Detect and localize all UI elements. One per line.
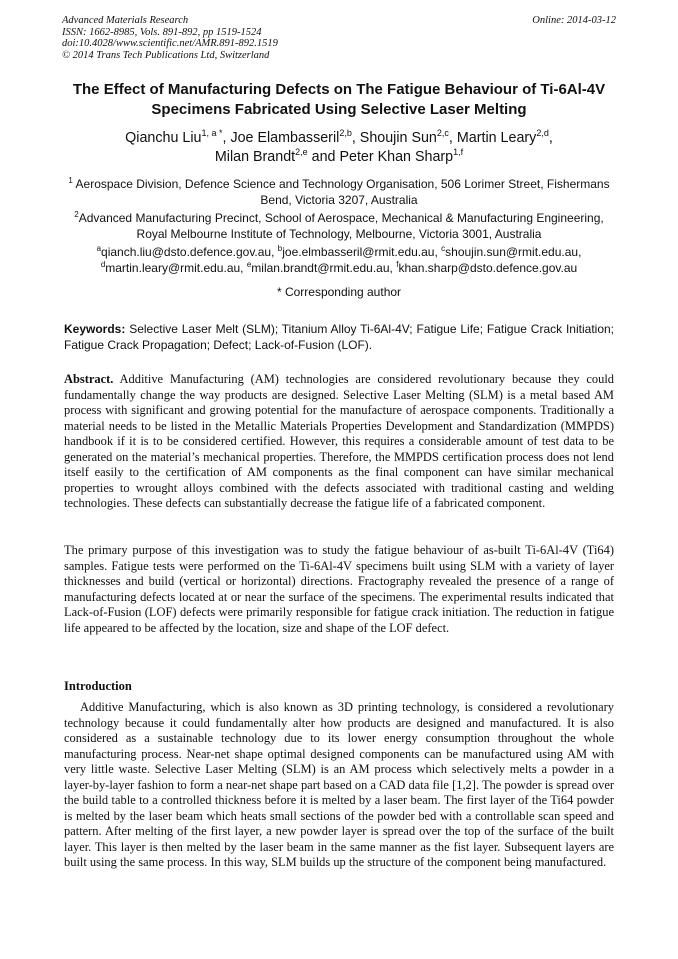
email-link[interactable]: milan.brandt@rmit.edu.au, — [251, 260, 397, 275]
author-separator: and — [307, 149, 340, 165]
abstract-label: Abstract. — [64, 372, 114, 386]
paper-title: The Effect of Manufacturing Defects on The Fatigue Behaviour of Ti-6Al-4V Specimens Fabricated Using Selective Laser Melting — [72, 81, 606, 118]
author-name: Peter Khan Sharp — [339, 149, 454, 165]
online-date: Online: 2014-03-12 — [532, 15, 616, 26]
abstract-text: Additive Manufacturing (AM) technologies are considered revolutionary because they could fundamentally change the way products are designed. Selective Laser Melting (SLM) is a metal based AM process with significant and growing potential for the manufacture of aerospace components. Traditionally a material needs to be listed in the Metallic Materials Properties Development and Standardization (MMPDS) handbook if it is to be considered certified. However, this requires a considerable amount of test data to be generated on the material’s mechanical properties. Therefore, the MMPDS certification process does not lend itself easily to the certification of AM components as the final component can have similar mechanical properties to wrought alloys combined with the defects associated with traditional casting and welding technologies. These defects can substantially decrease the fatigue life of a fabricated component. — [64, 372, 614, 510]
journal-name: Advanced Materials Research — [62, 15, 189, 26]
author-superscript: 2,b — [339, 128, 352, 138]
purpose-paragraph: The primary purpose of this investigation was to study the fatigue behaviour of as-built Ti-6Al-4V (Ti64) samples. Fatigue tests were performed on the Ti-6Al-4V specimens built using SLM with a variety of layer thicknesses and build (vertical or horizontal) directions. Fractography revealed the presence of a range of manufacturing defects located at or near the surface of the specimens. The experimental results indicated that Lack-of-Fusion (LOF) defects were primarily responsible for fatigue crack initiation. The reduction in fatigue life appeared to be affected by the location, size and shape of the LOF defect. — [64, 543, 614, 635]
author-list — [50, 129, 628, 167]
introduction-paragraph: Additive Manufacturing, which is also known as 3D printing technology, is considered a revolutionary technology because it could fundamentally alter how products are designed and manufactured. It is also considered as a sustainable technology due to its lower energy consumption throughout the whole manufacturing process. Near-net shape optimal designed components can be manufactured using AM with very little waste. Selective Laser Melting (SLM) is an AM process which selectively melts a powder in a layer-by-layer fashion to form a near-net shape part based on a CAD data file [1,2]. The powder is spread over the build table to a controlled thickness before it is melted by a laser beam. The first layer of the Ti64 powder is melted by the laser beam which heats small sections of the powder bed with a controllable scan speed and pattern. After melting of the first layer, a new powder layer is spread over the top of the surface of the built layer. This layer is then melted by the laser beam in the same manner as the fist layer. Subsequent layers are built using the same process. In this way, SLM builds up the structure of the component being manufactured. — [64, 700, 614, 869]
email-link[interactable]: joe.elmbasseril@rmit.edu.au, — [282, 245, 442, 259]
affiliation-text: Aerospace Division, Defence Science and Technology Organisation, 506 Lorimer Street, Fishermans Bend, Victoria 3207, Australia — [72, 177, 610, 207]
author-superscript: 2,c — [436, 128, 449, 138]
doi-line: doi:10.4028/www.scientific.net/AMR.891-892.1519 — [62, 38, 278, 49]
author-superscript: 1,f — [453, 147, 464, 157]
email-superscript: e — [246, 259, 252, 269]
affiliation-superscript: 1 — [68, 176, 73, 185]
author-superscript: 2,d — [536, 128, 549, 138]
author-separator: , — [548, 130, 553, 146]
email-link[interactable]: khan.sharp@dsto.defence.gov.au — [398, 260, 578, 275]
author-superscript: 2,e — [295, 147, 308, 157]
journal-header — [62, 15, 616, 61]
author-emails — [55, 245, 623, 276]
email-superscript: b — [277, 244, 283, 253]
author-name: Qianchu Liu — [125, 130, 202, 146]
email-superscript: a — [96, 244, 102, 253]
email-link[interactable]: martin.leary@rmit.edu.au, — [105, 260, 247, 275]
affiliation-2 — [60, 211, 618, 242]
author-name: Joe Elambasseril — [230, 130, 340, 146]
author-name: Milan Brandt — [214, 149, 296, 165]
copyright-line: © 2014 Trans Tech Publications Ltd, Switzerland — [62, 49, 270, 61]
corresponding-author-note: * Corresponding author — [276, 285, 402, 299]
affiliation-1 — [60, 177, 618, 208]
author-separator: , — [222, 130, 231, 146]
affiliation-superscript: 2 — [74, 210, 79, 219]
author-separator: , — [448, 130, 457, 146]
author-separator: , — [351, 130, 360, 146]
author-name: Shoujin Sun — [359, 130, 437, 146]
keywords-block — [64, 321, 614, 353]
email-superscript: c — [441, 244, 446, 253]
author-superscript: 1, a * — [201, 128, 223, 138]
keywords-label: Keywords: — [64, 322, 126, 336]
introduction-heading: Introduction — [64, 679, 132, 693]
email-link[interactable]: shoujin.sun@rmit.edu.au, — [445, 245, 582, 259]
affiliation-text: Advanced Manufacturing Precinct, School of Aerospace, Mechanical & Manufacturing Engineering, Royal Melbourne Institute of Technology, Melbourne, Victoria 3001, Australia — [78, 211, 604, 241]
issn-line: ISSN: 1662-8985, Vols. 891-892, pp 1519-1524 — [62, 26, 262, 38]
abstract-paragraph — [64, 372, 614, 512]
email-superscript: d — [100, 259, 106, 269]
keywords-text: Selective Laser Melt (SLM); Titanium Alloy Ti-6Al-4V; Fatigue Life; Fatigue Crack Initiation; Fatigue Crack Propagation; Defect; Lack-of-Fusion (LOF). — [64, 322, 614, 352]
author-name: Martin Leary — [456, 130, 537, 146]
email-superscript: f — [396, 259, 399, 269]
email-link[interactable]: qianch.liu@dsto.defence.gov.au, — [101, 245, 278, 259]
